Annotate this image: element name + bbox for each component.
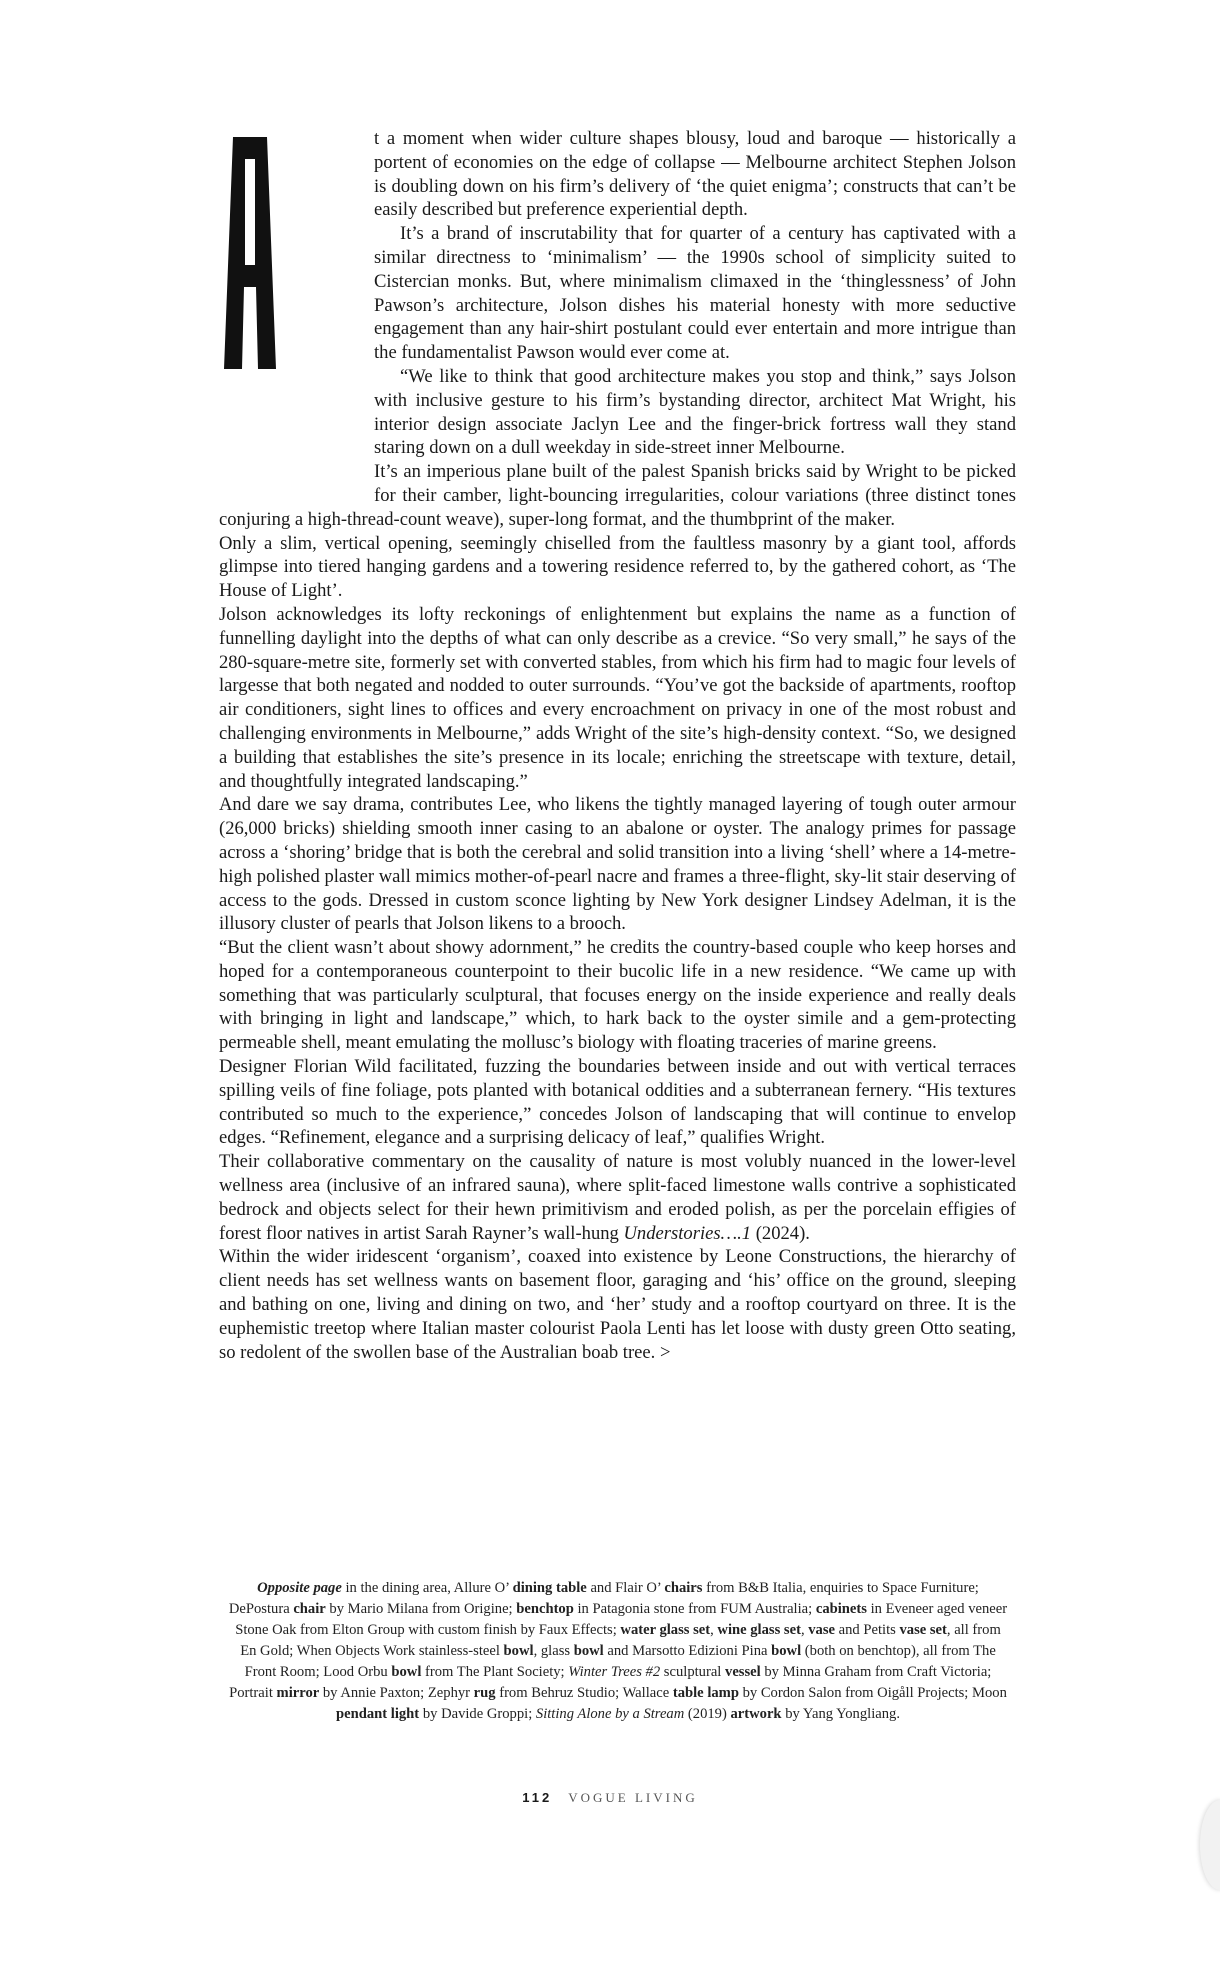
- artwork-title: Understories….1: [623, 1222, 752, 1244]
- caption-run: by Minna Graham from Craft Victoria; Portrait: [229, 1664, 992, 1701]
- caption-run: in Patagonia stone from FUM Australia;: [573, 1601, 816, 1617]
- caption-run: , glass: [533, 1643, 574, 1659]
- article-paragraph: “We like to think that good architecture makes you stop and think,” says Jolson with inclusive gesture to his firm’s bystanding director, architect Mat Wright, his interior design associate Jaclyn Lee and the finger-brick fortress wall they stand staring down on a dull weekday in side-street inner Melbourne.: [374, 365, 1016, 459]
- article-body: [219, 127, 1016, 1364]
- caption-run: by Cordon Salon from Oigåll Projects; Moon: [738, 1685, 1007, 1701]
- caption-run: vase: [808, 1622, 835, 1638]
- caption-run: and Flair O’: [586, 1580, 665, 1596]
- caption-run: pendant light: [336, 1706, 420, 1722]
- caption-run: chairs: [664, 1580, 703, 1596]
- caption-run: (both on benchtop), all from The Front Room; Lood Orbu: [244, 1643, 996, 1680]
- article-paragraph: Within the wider iridescent ‘organism’, coaxed into existence by Leone Constructions, the hierarchy of client needs has set wellness wants on basement floor, garaging and ‘his’ office on the ground, sleeping and bathing on one, living and dining on two, and ‘her’ study and a rooftop courtyard on three. It is the euphemistic treetop where Italian master colourist Paola Lenti has let loose with dusty green Otto seating, so redolent of the swollen base of the Australian boab tree. >: [219, 1246, 1016, 1363]
- caption-run: wine glass set: [717, 1622, 801, 1638]
- caption-run: table lamp: [672, 1685, 739, 1701]
- caption-run: ,: [710, 1622, 718, 1638]
- caption-run: and Petits: [835, 1622, 900, 1638]
- paragraph-text: Their collaborative commentary on the causality of nature is most volubly nuanced in the lower-level wellness area (inclusive of an infrared sauna), where split-faced limestone walls contrive a sophisticated bedrock and objects select for their hewn primitivism and eroded polish, as per the porcelain effigies of forest floor natives in artist Sarah Rayner’s wall-hung: [219, 1151, 1016, 1244]
- caption-run: by Mario Milana from Origine;: [325, 1601, 517, 1617]
- article-paragraph: “But the client wasn’t about showy adornment,” he credits the country-based couple who keep horses and hoped for a contemporaneous counterpoint to their bucolic life in a new residence. “We came up with something that was particularly sculptural, that focuses energy on the inside experience and really deals with bringing in light and landscape,” which, to hark back to the oyster simile and a gem-protecting permeable shell, meant emulating the mollusc’s biology with floating traceries of marine greens.: [219, 937, 1016, 1054]
- caption-run: by Davide Groppi;: [419, 1706, 536, 1722]
- caption-run: artwork: [730, 1706, 782, 1722]
- caption-run: sculptural: [660, 1664, 726, 1680]
- caption-run: vessel: [725, 1664, 761, 1680]
- caption-run: bowl: [503, 1643, 534, 1659]
- caption-run: mirror: [276, 1685, 320, 1701]
- caption-run: Winter Trees #2: [568, 1664, 661, 1680]
- page-number: 112: [522, 1790, 553, 1805]
- caption-run: bowl: [573, 1643, 604, 1659]
- caption-run: vase set: [899, 1622, 947, 1638]
- publication-name: VOGUE LIVING: [568, 1790, 698, 1805]
- caption-run: and Marsotto Edizioni Pina: [603, 1643, 772, 1659]
- article-paragraph: [219, 1150, 1016, 1245]
- caption-run: , all from En Gold; When Objects Work stainless-steel: [240, 1622, 1001, 1659]
- caption-run: Opposite page: [257, 1580, 342, 1596]
- page-turn-tab[interactable]: [1200, 1800, 1220, 1890]
- caption-run: from The Plant Society;: [421, 1664, 569, 1680]
- article-paragraph: Jolson acknowledges its lofty reckonings of enlightenment but explains the name as a function of funnelling daylight into the depths of what can only describe as a crevice. “So very small,” he says of the 280-square-metre site, formerly set with converted stables, from which his firm had to magic four levels of largesse that both negated and nodded to outer surrounds. “You’ve got the backside of apartments, rooftop air conditioners, sight lines to offices and every encroachment on privacy in one of the most robust and challenging environments in Melbourne,” adds Wright of the site’s high-density context. “So, we designed a building that establishes the site’s presence in its locale; enriching the streetscape with texture, detail, and thoughtfully integrated landscaping.”: [219, 603, 1016, 792]
- caption-run: by Yang Yongliang.: [781, 1706, 900, 1722]
- caption-run: rug: [473, 1685, 496, 1701]
- article-paragraph: Designer Florian Wild facilitated, fuzzing the boundaries between inside and out with vertical terraces spilling veils of fine foliage, pots planted with botanical oddities and a subterranean fernery. “His textures contributed so much to the experience,” concedes Jolson of landscaping that will continue to envelop edges. “Refinement, elegance and a surprising delicacy of leaf,” qualifies Wright.: [219, 1056, 1016, 1149]
- caption-run: water glass set: [620, 1622, 711, 1638]
- caption-run: by Annie Paxton; Zephyr: [319, 1685, 474, 1701]
- caption-run: bowl: [391, 1664, 422, 1680]
- article-paragraph: It’s a brand of inscrutability that for quarter of a century has captivated with a similar directness to ‘minimalism’ — the 1990s school of simplicity suited to Cistercian monks. But, where minimalism climaxed in the ‘thinglessness’ of John Pawson’s architecture, Jolson dishes his material honesty with more seductive engagement than any hair-shirt postulant could ever entertain and more intrigue than the fundamentalist Pawson would ever come at.: [374, 223, 1016, 364]
- article-paragraph: Only a slim, vertical opening, seemingly chiselled from the faultless masonry by a giant tool, affords glimpse into tiered hanging gardens and a towering residence referred to, by the gathered cohort, as ‘The House of Light’.: [219, 532, 1016, 602]
- article-paragraph: It’s an imperious plane built of the palest Spanish bricks said by Wright to be picked for their camber, light-bouncing irregularities, colour variations (three distinct tones conjuring a high-thread-count weave), super-long format, and the thumbprint of the maker.: [219, 461, 1016, 530]
- caption-run: from B&B Italia, enquiries to Space Furniture; DePostura: [228, 1580, 979, 1617]
- photo-caption: [228, 1578, 1008, 1725]
- article-paragraph: And dare we say drama, contributes Lee, who likens the tightly managed layering of tough outer armour (26,000 bricks) shielding smooth inner casing to an abalone or oyster. The analogy primes for passage across a ‘shoring’ bridge that is both the cerebral and solid transition into a living ‘shell’ where a 14-metre-high polished plaster wall mimics mother-of-pearl nacre and frames a three-flight, sky-lit stair deserving of access to the gods. Dressed in custom sconce lighting by New York designer Lindsey Adelman, it is the illusory cluster of pearls that Jolson likens to a brooch.: [219, 794, 1016, 935]
- article-paragraph: t a moment when wider culture shapes blousy, loud and baroque — historically a portent of economies on the edge of collapse — Melbourne architect Stephen Jolson is doubling down on his firm’s delivery of ‘the quiet enigma’; constructs that can’t be easily described but preference experiential depth.: [374, 128, 1016, 221]
- caption-run: dining table: [512, 1580, 587, 1596]
- caption-run: benchtop: [516, 1601, 574, 1617]
- page-folio: [0, 1790, 1220, 1806]
- caption-run: (2019): [684, 1706, 731, 1722]
- caption-run: bowl: [771, 1643, 802, 1659]
- caption-run: from Behruz Studio; Wallace: [495, 1685, 673, 1701]
- caption-run: chair: [293, 1601, 326, 1617]
- caption-run: cabinets: [815, 1601, 867, 1617]
- caption-run: ,: [800, 1622, 809, 1638]
- paragraph-tail: (2024).: [751, 1222, 810, 1244]
- caption-run: in the dining area, Allure O’: [341, 1580, 513, 1596]
- caption-run: Sitting Alone by a Stream: [535, 1706, 685, 1722]
- caption-run: in Eveneer aged veneer Stone Oak from Elton Group with custom finish by Faux Effects;: [235, 1601, 1008, 1638]
- drop-cap-space: [219, 127, 374, 489]
